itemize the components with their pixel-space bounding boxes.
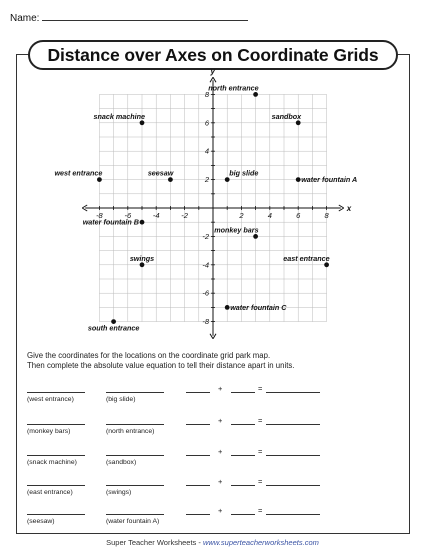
abs-value-2-field[interactable]: [231, 415, 255, 425]
coordinate-b-field[interactable]: [106, 505, 164, 515]
coordinate-b-field[interactable]: [106, 383, 164, 393]
distance-field[interactable]: [266, 446, 320, 456]
point-label: big slide: [229, 168, 259, 178]
point-marker: [140, 120, 145, 125]
x-axis-label: x: [346, 204, 352, 213]
equals-sign: =: [258, 506, 263, 515]
y-tick-label: -6: [202, 288, 209, 298]
point-marker: [97, 177, 102, 182]
abs-value-1-field[interactable]: [186, 415, 210, 425]
point-marker: [140, 220, 145, 225]
answer-row: [0, 505, 425, 529]
abs-value-1-field[interactable]: [186, 505, 210, 515]
plus-sign: +: [218, 477, 223, 486]
equals-sign: =: [258, 477, 263, 486]
point-marker: [296, 120, 301, 125]
abs-value-1-field[interactable]: [186, 446, 210, 456]
axes: [82, 67, 352, 339]
distance-field[interactable]: [266, 505, 320, 515]
answer-row: [0, 476, 425, 500]
abs-value-1-field[interactable]: [186, 383, 210, 393]
title-text: Distance over Axes on Coordinate Grids: [47, 44, 379, 65]
instruction-line-1: Give the coordinates for the locations on the coordinate grid park map.: [27, 351, 271, 360]
plus-sign: +: [218, 447, 223, 456]
plus-sign: +: [218, 384, 223, 393]
equals-sign: =: [258, 384, 263, 393]
equals-sign: =: [258, 447, 263, 456]
location-a-caption: (snack machine): [27, 459, 77, 466]
point-marker: [296, 177, 301, 182]
x-tick-label: 4: [267, 211, 272, 220]
location-a-caption: (west entrance): [27, 396, 74, 403]
distance-field[interactable]: [266, 476, 320, 486]
answer-row: [0, 383, 425, 407]
point-label: swings: [129, 253, 155, 263]
point-marker: [140, 262, 145, 267]
coordinate-a-field[interactable]: [27, 505, 85, 515]
abs-value-2-field[interactable]: [231, 383, 255, 393]
y-axis-label: y: [210, 67, 215, 77]
plus-sign: +: [218, 416, 223, 425]
equals-sign: =: [258, 416, 263, 425]
answer-row: [0, 446, 425, 470]
point-marker: [253, 234, 258, 239]
instructions: [27, 351, 407, 371]
location-b-caption: (sandbox): [106, 459, 137, 466]
point-label: north entrance: [208, 83, 259, 93]
abs-value-1-field[interactable]: [186, 476, 210, 486]
x-tick-label: -2: [181, 211, 188, 220]
coordinate-a-field[interactable]: [27, 383, 85, 393]
x-tick-label: -6: [124, 211, 132, 220]
abs-value-2-field[interactable]: [231, 505, 255, 515]
y-tick-label: -8: [202, 317, 209, 327]
coordinate-a-field[interactable]: [27, 415, 85, 425]
point-label: water fountain C: [230, 302, 287, 312]
coordinate-a-field[interactable]: [27, 476, 85, 486]
instruction-line-2: Then complete the absolute value equation to tell their distance apart in units.: [27, 361, 295, 370]
point-label: east entrance: [283, 253, 330, 263]
answer-row: [0, 415, 425, 439]
location-b-caption: (big slide): [106, 396, 136, 403]
name-label: Name:: [10, 13, 40, 24]
plus-sign: +: [218, 506, 223, 515]
coordinate-b-field[interactable]: [106, 446, 164, 456]
distance-field[interactable]: [266, 383, 320, 393]
distance-field[interactable]: [266, 415, 320, 425]
y-tick-label: -2: [202, 231, 209, 241]
coordinate-b-field[interactable]: [106, 476, 164, 486]
coordinate-b-field[interactable]: [106, 415, 164, 425]
point-marker: [324, 262, 329, 267]
point-label: water fountain A: [301, 175, 358, 185]
location-b-caption: (swings): [106, 489, 132, 496]
location-a-caption: (seesaw): [27, 518, 55, 525]
point-label: south entrance: [87, 323, 140, 333]
point-label: monkey bars: [214, 225, 259, 235]
x-tick-label: -8: [96, 211, 103, 220]
location-a-caption: (monkey bars): [27, 428, 71, 435]
location-a-caption: (east entrance): [27, 489, 73, 496]
footer: [0, 538, 425, 547]
point-marker: [225, 305, 230, 310]
x-tick-label: 2: [239, 211, 244, 220]
point-label: seesaw: [147, 168, 174, 178]
x-tick-label: 8: [324, 211, 329, 220]
footer-brand: Super Teacher Worksheets -: [106, 538, 203, 547]
abs-value-2-field[interactable]: [231, 476, 255, 486]
y-tick-label: 2: [204, 175, 209, 185]
x-tick-label: -4: [152, 211, 160, 220]
point-label: snack machine: [93, 111, 145, 121]
abs-value-2-field[interactable]: [231, 446, 255, 456]
point-marker: [168, 177, 173, 182]
point-label: water fountain B: [82, 217, 139, 227]
location-b-caption: (water fountain A): [106, 518, 160, 525]
point-label: west entrance: [54, 168, 103, 178]
footer-url[interactable]: www.superteacherworksheets.com: [202, 538, 319, 547]
location-b-caption: (north entrance): [106, 428, 155, 435]
point-marker: [225, 177, 230, 182]
y-tick-label: 6: [204, 118, 209, 128]
y-tick-label: -4: [202, 260, 209, 270]
y-tick-label: 8: [204, 89, 209, 99]
point-marker: [253, 92, 258, 97]
coordinate-a-field[interactable]: [27, 446, 85, 456]
y-tick-label: 4: [204, 146, 209, 156]
x-tick-label: 6: [296, 211, 301, 220]
point-label: sandbox: [271, 111, 302, 121]
